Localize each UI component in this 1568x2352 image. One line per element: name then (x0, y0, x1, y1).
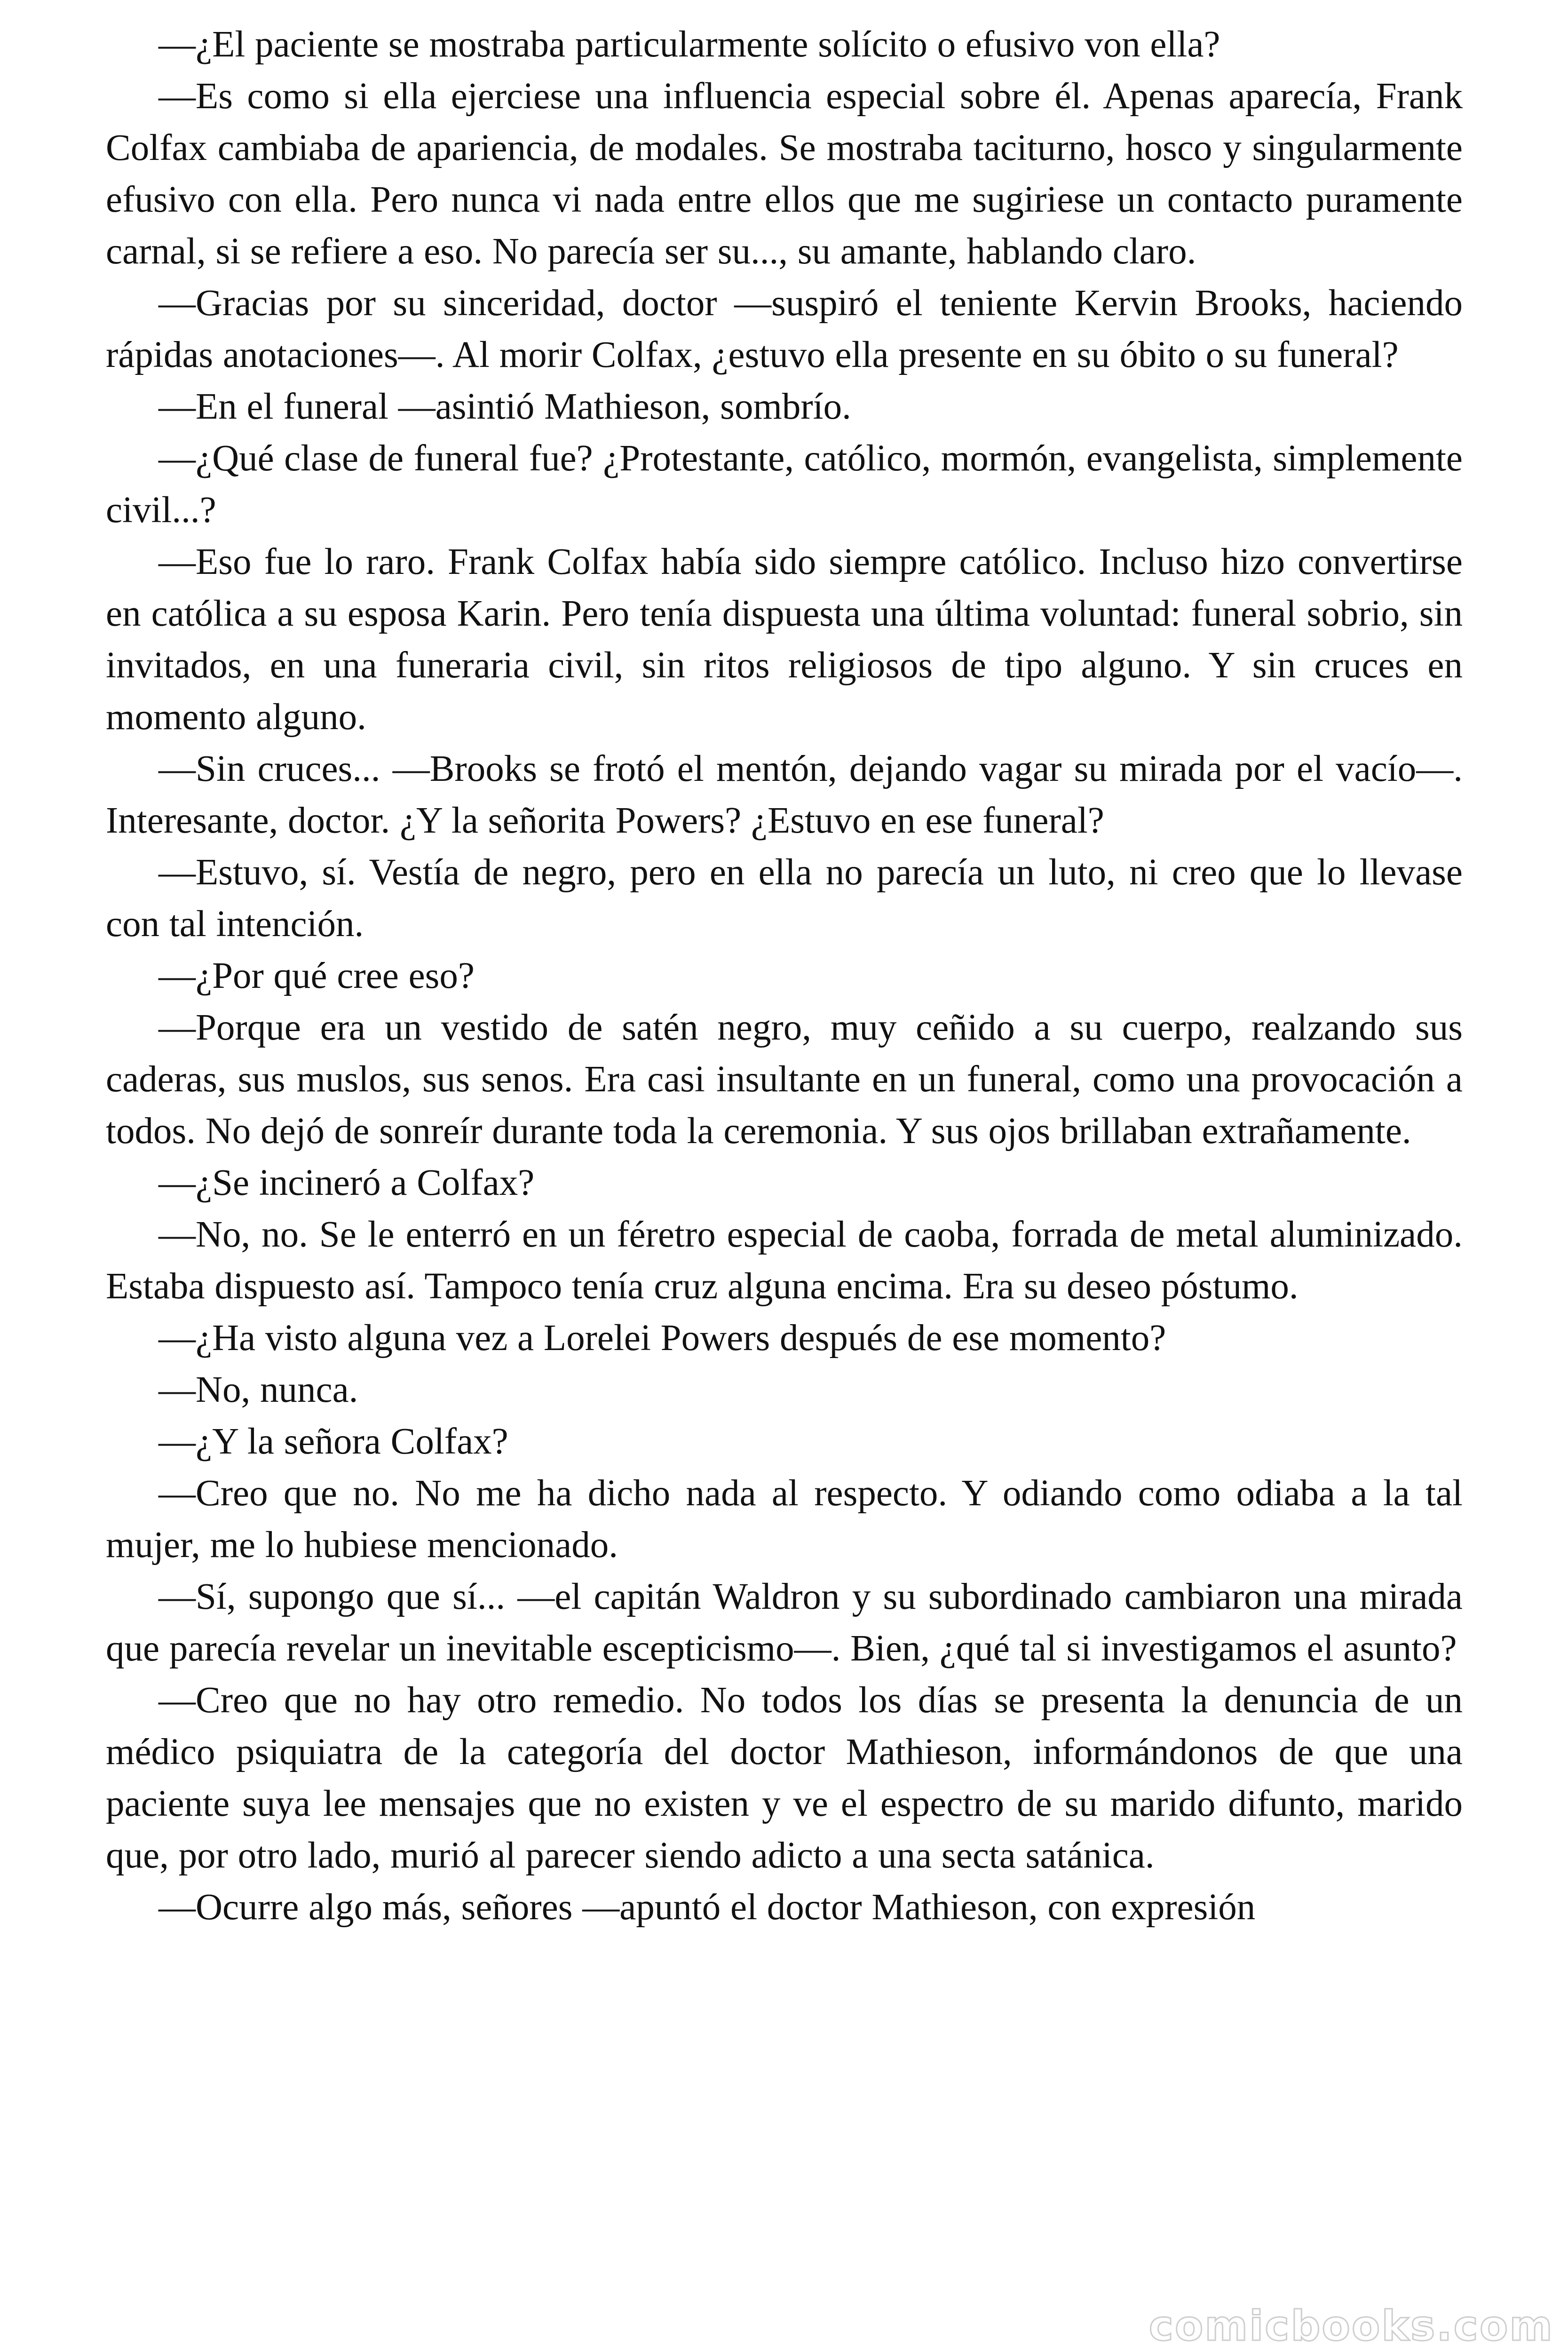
watermark-text: comicbooks.com (1148, 2302, 1554, 2350)
paragraph: —¿Se incineró a Colfax? (158, 1162, 535, 1203)
paragraph: —¿Qué clase de funeral fue? ¿Protestante, católico, mormón, evangelista, simplemente civil...? (106, 438, 1463, 531)
paragraph: —¿Y la señora Colfax? (158, 1421, 508, 1462)
paragraph: —Eso fue lo raro. Frank Colfax había sido siempre católico. Incluso hizo convertirse en católica a su esposa Karin. Pero tenía dispuesta una última voluntad: funeral sobrio, sin invitados, en una funeraria civil, sin ritos religiosos de tipo alguno. Y sin cruces en momento alguno. (106, 541, 1463, 738)
paragraph: —Sin cruces... —Brooks se frotó el mentón, dejando vagar su mirada por el vacío—. Interesante, doctor. ¿Y la señorita Powers? ¿Estuvo en ese funeral? (106, 748, 1463, 841)
paragraph: —¿El paciente se mostraba particularmente solícito o efusivo von ella? (158, 24, 1220, 65)
paragraph: —Creo que no hay otro remedio. No todos los días se presenta la denuncia de un médico psiquiatra de la categoría del doctor Mathieson, informándonos de que una paciente suya lee mensajes que no existen y ve el espectro de su marido difunto, marido que, por otro lado, murió al parecer siendo adicto a una secta satánica. (106, 1680, 1463, 1876)
paragraph: —Es como si ella ejerciese una influencia especial sobre él. Apenas aparecía, Frank Colfax cambiaba de apariencia, de modales. Se mostraba taciturno, hosco y singularmente efusivo con ella. Pero nunca vi nada entre ellos que me sugiriese un contacto puramente carnal, si se refiere a eso. No parecía ser su..., su amante, hablando claro. (106, 76, 1463, 272)
paragraph: —Porque era un vestido de satén negro, muy ceñido a su cuerpo, realzando sus caderas, sus muslos, sus senos. Era casi insultante en un funeral, como una provocación a todos. No dejó de sonreír durante toda la ceremonia. Y sus ojos brillaban extrañamente. (106, 1007, 1463, 1152)
document-page (106, 19, 1463, 1933)
paragraph: —No, no. Se le enterró en un féretro especial de caoba, forrada de metal aluminizado. Estaba dispuesto así. Tampoco tenía cruz alguna encima. Era su deseo póstumo. (106, 1214, 1463, 1307)
paragraph: —Gracias por su sinceridad, doctor —suspiró el teniente Kervin Brooks, haciendo rápidas anotaciones—. Al morir Colfax, ¿estuvo ella presente en su óbito o su funeral? (106, 283, 1463, 375)
paragraph: —En el funeral —asintió Mathieson, sombrío. (158, 386, 851, 427)
paragraph: —Estuvo, sí. Vestía de negro, pero en ella no parecía un luto, ni creo que lo llevase con tal intención. (106, 852, 1463, 945)
paragraph: —Creo que no. No me ha dicho nada al respecto. Y odiando como odiaba a la tal mujer, me lo hubiese mencionado. (106, 1473, 1463, 1565)
paragraph: —Sí, supongo que sí... —el capitán Waldron y su subordinado cambiaron una mirada que parecía revelar un inevitable escepticismo—. Bien, ¿qué tal si investigamos el asunto? (106, 1576, 1463, 1669)
paragraph: —¿Por qué cree eso? (158, 955, 475, 996)
paragraph: —¿Ha visto alguna vez a Lorelei Powers después de ese momento? (158, 1318, 1166, 1359)
paragraph: —No, nunca. (158, 1369, 358, 1410)
paragraph: —Ocurre algo más, señores —apuntó el doctor Mathieson, con expresión (158, 1887, 1256, 1928)
